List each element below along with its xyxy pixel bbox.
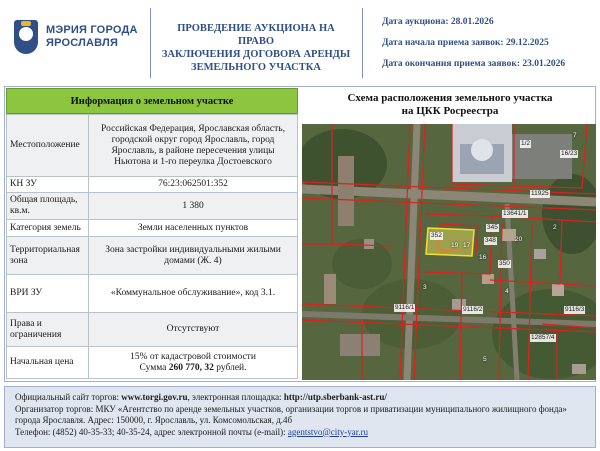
auction-title-line-1: ПРОВЕДЕНИЕ АУКЦИОНА НА ПРАВО xyxy=(177,23,335,47)
site-label: Официальный сайт торгов: xyxy=(15,392,120,402)
auction-date: Дата аукциона: 28.01.2026 xyxy=(382,17,494,27)
land-info-table xyxy=(6,114,298,379)
city-logo xyxy=(14,14,144,60)
price-value xyxy=(89,347,298,379)
application-start-date: Дата начала приема заявок: 29.12.2025 xyxy=(382,38,549,48)
map-parcel-label: 1/2 xyxy=(521,140,531,147)
map-parcel-label: 16 xyxy=(479,254,487,261)
logo-text xyxy=(46,24,138,50)
map-parcel-label: 345 xyxy=(487,224,498,231)
table-row xyxy=(7,177,298,193)
row-key: Категория земель xyxy=(7,220,89,237)
row-key: ВРИ ЗУ xyxy=(7,275,89,313)
map-parcel-label: 3 xyxy=(423,284,427,291)
page-header xyxy=(0,0,600,84)
row-value: Отсутствуют xyxy=(89,313,298,347)
row-value: Зона застройки индивидуальными жилыми домами (Ж. 4) xyxy=(89,237,298,275)
map-parcel-label: 2 xyxy=(553,224,557,231)
auction-dates xyxy=(382,16,596,79)
map-parcel-label: 352 xyxy=(431,232,442,239)
footer-contacts xyxy=(15,427,589,439)
map-title xyxy=(302,92,598,118)
land-info-panel xyxy=(6,88,298,380)
header-divider xyxy=(362,8,363,78)
organizer-text: Организатор торгов: МКУ «Агентство по аренде земельных участков, организации торгов и приватизации муниципального жилищного фонда» города Ярославля. Адрес: 150000, г. Ярославль, ул. Комсомольская, д.4б xyxy=(15,403,567,425)
price-suffix: рублей. xyxy=(216,362,247,373)
logo-line-2: ЯРОСЛАВЛЯ xyxy=(46,37,119,49)
price-prefix: Сумма xyxy=(139,362,167,373)
platform-label: , электронная площадка: xyxy=(187,392,282,402)
email-link[interactable]: agentstvo@city-yar.ru xyxy=(287,426,368,437)
table-row xyxy=(7,193,298,220)
table-row xyxy=(7,220,298,237)
table-row xyxy=(7,347,298,379)
map-parcel-label: 9116/2 xyxy=(463,306,483,313)
auction-title-line-3: ЗЕМЕЛЬНОГО УЧАСТКА xyxy=(191,62,321,73)
city-crest-icon xyxy=(14,20,38,54)
row-key: Начальная цена xyxy=(7,347,89,379)
price-amount: 260 770, 32 xyxy=(168,362,214,373)
table-row xyxy=(7,115,298,177)
map-parcel-label: 350 xyxy=(499,260,510,267)
map-parcel-label: 9116/1 xyxy=(395,304,415,311)
price-description: 15% от кадастровой стоимости xyxy=(130,351,256,362)
table-row xyxy=(7,275,298,313)
platform-link[interactable]: http://utp.sberbank-ast.ru/ xyxy=(283,392,387,402)
map-parcel-label: 16/23 xyxy=(561,150,578,157)
row-key: Общая площадь, кв.м. xyxy=(7,193,89,220)
table-row xyxy=(7,237,298,275)
row-value: 1 380 xyxy=(89,193,298,220)
auction-title xyxy=(158,22,354,74)
row-key: Местоположение xyxy=(7,115,89,177)
row-value: 76:23:062501:352 xyxy=(89,177,298,193)
land-info-heading: Информация о земельном участке xyxy=(6,88,298,114)
price-sum xyxy=(93,363,293,374)
map-parcel-label: 19 xyxy=(451,242,459,249)
map-parcel-label: 7 xyxy=(573,132,577,139)
map-title-line-1: Схема расположения земельного участка xyxy=(347,92,553,104)
auction-title-line-2: ЗАКЛЮЧЕНИЯ ДОГОВОРА АРЕНДЫ xyxy=(161,49,351,60)
map-title-line-2: на ЦКК Росреестра xyxy=(401,105,499,117)
application-end-date: Дата окончания приема заявок: 23.01.2026 xyxy=(382,59,566,69)
row-key: КН ЗУ xyxy=(7,177,89,193)
row-value: «Коммунальное обслуживание», код 3.1. xyxy=(89,275,298,313)
map-parcel-label: 20 xyxy=(515,236,523,243)
footer-sites xyxy=(15,392,589,404)
map-parcel-label: 13641/1 xyxy=(503,210,527,217)
header-divider xyxy=(150,8,151,78)
cadastral-map[interactable] xyxy=(302,124,596,380)
map-parcel-label: 12857/4 xyxy=(531,334,555,341)
logo-line-1: МЭРИЯ ГОРОДА xyxy=(46,24,138,36)
row-value: Земли населенных пунктов xyxy=(89,220,298,237)
map-parcel-label: 9116/3 xyxy=(565,306,585,313)
phone-text: Телефон: (4852) 40-35-33; 40-35-24, адрес электронной почты (e-mail): xyxy=(15,426,286,437)
map-parcel-label: 5 xyxy=(483,356,487,363)
map-parcel-label: 4 xyxy=(505,288,509,295)
row-key: Территориальная зона xyxy=(7,237,89,275)
row-key: Права и ограничения xyxy=(7,313,89,347)
map-parcel-label: 17 xyxy=(463,242,471,249)
site-link[interactable]: www.torgi.gov.ru xyxy=(121,392,188,402)
row-value: Российская Федерация, Ярославская область, городской округ город Ярославль, город Ярославль, в районе пересечения улицы Ньютона и 1-го переулка Достоевского xyxy=(89,115,298,177)
map-parcel-label: 11925 xyxy=(531,190,549,197)
map-parcel-label: 348 xyxy=(485,237,496,244)
contact-footer xyxy=(4,386,596,448)
table-row xyxy=(7,313,298,347)
